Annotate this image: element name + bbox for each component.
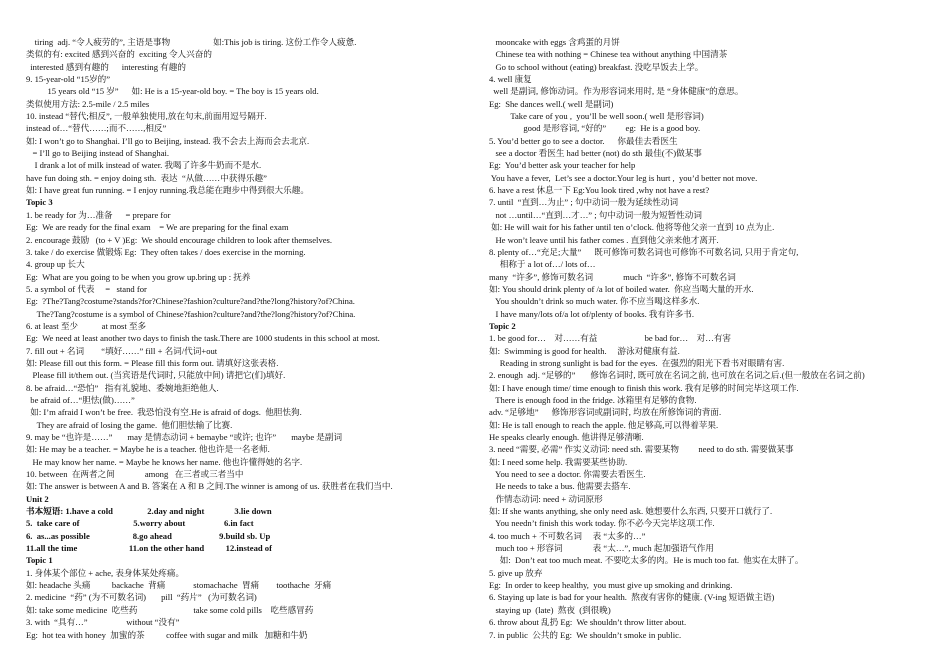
text-line: Eg: In order to keep healthy, you must give up smoking and drinking. (489, 580, 733, 591)
text-line: = I’ll go to Beijing instead of Shanghai. (26, 148, 170, 159)
text-line: 5. You’d better go to see a doctor. 你最佳去看医生 (489, 135, 678, 146)
text-line: 如: He may be a teacher. = Maybe he is a teacher. 他也许是一名老师. (26, 444, 270, 455)
text-line: Eg: We are ready for the final exam = We are preparing for the final exam (26, 222, 289, 233)
text-line: 5. give up 放弃 (489, 567, 543, 578)
text-line: many “许多”, 修饰可数名词 much “许多”, 修饰不可数名词 (489, 271, 736, 282)
text-line: 如: You should drink plenty of /a lot of boiled water. 你应当喝大量的开水. (489, 283, 754, 294)
section-heading: Topic 3 (26, 197, 53, 208)
text-line: 如: I have enough time/ time enough to finish this work. 我有足够的时间完毕这项工作. (489, 382, 799, 393)
text-line: 10. instead “替代;相反”, 一般单独使用,放在句末,前面用逗号隔开. (26, 111, 267, 122)
text-line: 9. 15-year-old “15岁的” (26, 74, 111, 85)
text-line: 7. until “直到…为止” ; 句中动词一般为延续性动词 (489, 197, 679, 208)
text-line: 9. may be “也许是……” may 是情态动词 + bemaybe “或许; 也许” maybe 是副词 (26, 432, 343, 442)
text-line: Eg: She dances well.( well 是副词) (489, 98, 614, 109)
text-line: 如: He will wait for his father until ten o’clock. 他将等他父亲一直到 10 点为止. (489, 222, 775, 233)
text-line: 如: Please fill out this form. = Please fill this form out. 请填好这张表格. (26, 357, 279, 368)
text-line: not …until…“直到…才…” ; 句中动词一般为短暂性动词 (489, 209, 702, 220)
text-line: I drank a lot of milk instead of water. 我喝了许多牛奶而不是水. (26, 160, 262, 171)
text-line: good 是形容词, “好的” eg: He is a good boy. (489, 123, 701, 134)
text-line: 如: If she wants anything, she only need ask. 她想要什么东西, 只要开口就行了. (489, 506, 773, 517)
text-line: Chinese tea with nothing = Chinese tea without anything 中国清茶 (489, 49, 728, 60)
text-line: be afraid of…“胆怯(做)……” (26, 394, 135, 405)
text-line: 1. be ready for 为…准备 = prepare for (26, 209, 171, 220)
text-line: 8. plenty of…“充足;大量” 既可修饰可数名词也可修饰不可数名词, 只用于肯定句, (489, 246, 799, 257)
text-line: 8. be afraid…“恐怕” 指有礼貌地、委婉地拒绝他人. (26, 382, 219, 393)
text-line: Please fill it/them out. (当宾语是代词时, 只能放中间) 请把它(们)填好. (26, 370, 286, 381)
text-line: You have a fever, Let’s see a doctor.Your leg is hurt , you’d better not move. (489, 172, 758, 183)
text-line: 2. encourage 鼓励 (to + V )Eg: We should encourage children to look after themselves. (26, 234, 333, 245)
text-line: 6. Staying up late is bad for your health. 熬夜有害你的健康. (V-ing 短语做主语) (489, 592, 775, 603)
text-line: 4. well 康复 (489, 74, 532, 85)
text-line: 如: take some medicine 吃些药 take some cold pills 吃些感冒药 (26, 604, 314, 615)
section-heading: 11.all the time 11.on the other hand 12.instead of (26, 543, 272, 554)
text-line: 相称于 a lot of…/ lots of… (489, 259, 596, 270)
text-line: He speaks clearly enough. 他讲得足够清晰. (489, 432, 644, 442)
text-line: You need to see a doctor. 你需要去看医生. (489, 469, 646, 480)
text-line: Eg: You’d better ask your teacher for help (489, 160, 636, 171)
text-line: Eg: We need at least another two days to finish the task.There are 1000 students in this school at most. (26, 333, 380, 344)
text-line: They are afraid of losing the game. 他们胆怯输了比赛. (26, 419, 233, 430)
text-line: 如: Swimming is good for health. 游泳对健康有益. (489, 345, 680, 356)
text-line: 6. at least 至少 at most 至多 (26, 320, 147, 331)
text-line: Eg: hot tea with honey 加蜜的茶 coffee with sugar and milk 加糖和牛奶 (26, 629, 308, 640)
text-line: staying up (late) 熬夜 (到很晚) (489, 604, 611, 615)
text-line: You needn’t finish this work today. 你不必今天完毕这项工作. (489, 518, 715, 529)
text-line: 如: I need some help. 我需要某些协助. (489, 456, 628, 467)
text-line: 作情态动词: need + 动词原形 (489, 493, 603, 504)
text-line: mooncake with eggs 含鸡蛋的月饼 (489, 37, 620, 47)
text-line: see a doctor 看医生 had better (not) do sth 最佳(不)做某事 (489, 148, 702, 159)
text-line: 类似的有: excited 感到兴奋的 exciting 令人兴奋的 (26, 49, 212, 60)
text-line: Take care of you , you’ll be well soon.( well 是形容词) (489, 111, 704, 122)
text-line: 6. throw about 乱扔 Eg: We shouldn’t throw litter about. (489, 617, 687, 628)
text-line: 5. a symbol of 代表 = stand for (26, 283, 147, 294)
text-line: The?Tang?costume is a symbol of Chinese?fashion?culture?and?the?long?history?of?China. (26, 308, 356, 319)
left-text-column (26, 36, 466, 641)
text-line: 4. too much + 不可数名词 表 “太多的…” (489, 530, 646, 541)
text-line: He may know her name. = Maybe he knows her name. 他也许懂得她的名字. (26, 456, 303, 467)
text-line: adv. “足够地” 修饰形容词或副词时, 均放在所修饰词的背面. (489, 407, 722, 418)
text-line: He won’t leave until his father comes . 直到他父亲来他才离开. (489, 234, 719, 245)
section-heading: 书本短语: 1.have a cold 2.day and night 3.lie down (26, 506, 272, 517)
section-heading: Topic 2 (489, 320, 516, 331)
text-line: 如: I’m afraid I won’t be free. 我恐怕没有空.He is afraid of dogs. 他胆怯狗. (26, 407, 302, 418)
text-line: well 是副词, 修饰动词。作为形容词来用时, 是 “身体健康”的意思。 (489, 86, 744, 97)
text-line: 如: I have great fun running. = I enjoy running.我总能在跑步中得到很大乐趣。 (26, 185, 309, 196)
text-line: 如: headache 头痛 backache 背痛 stomachache 胃痛 toothache 牙痛 (26, 580, 332, 591)
text-line: 如: Don’t eat too much meat. 不要吃太多的肉。He is much too fat. 他实在太胖了。 (489, 555, 804, 566)
text-line: 3. with “具有…” without “没有” (26, 617, 180, 628)
text-line: 2. enough adj. “足够的” 修饰名词时, 既可放在名词之前, 也可放在名词之后.(但一般放在名词之前) (489, 370, 865, 381)
text-line: much too + 形容词 表 “太…”, much 起加强语气作用 (489, 543, 714, 554)
text-line: 类似使用方法: 2.5-mile / 2.5 miles (26, 98, 150, 109)
section-heading: 5. take care of 5.worry about 6.in fact (26, 518, 254, 529)
text-line: 6. have a rest 休息一下 Eg:You look tired ,why not have a rest? (489, 185, 710, 196)
text-line: Eg: ?The?Tang?costume?stands?for?Chinese?fashion?culture?and?the?long?history?of?China. (26, 296, 355, 307)
text-line: Reading in strong sunlight is bad for the eyes. 在强烈的阳光下看书对眼睛有害. (489, 357, 785, 368)
text-line: 2. medicine “药” (为不可数名词) pill “药片” (为可数名词) (26, 592, 257, 603)
text-line: 如: He is tall enough to reach the apple. 他足够高,可以得着苹果. (489, 419, 719, 430)
text-line: He needs to take a bus. 他需要去搭车. (489, 481, 631, 492)
text-line: tiring adj. “令人疲劳的”, 主语是事物 如:This job is tiring. 这份工作令人疲惫. (26, 37, 357, 47)
text-line: interested 感到有趣的 interesting 有趣的 (26, 61, 186, 72)
text-line: Go to school without (eating) breakfast. 没吃早饭去上学。 (489, 61, 704, 72)
text-line: Eg: What are you going to be when you grow up.bring up : 抚养 (26, 271, 251, 282)
text-line: instead of…“替代……;而不……,相反” (26, 123, 167, 134)
text-line: There is enough food in the fridge. 冰箱里有足够的食物. (489, 394, 697, 405)
text-line: 4. group up 长大 (26, 259, 85, 270)
right-text-column (489, 36, 934, 641)
section-heading: Unit 2 (26, 493, 49, 504)
text-line: 15 years old “15 岁” 如: He is a 15-year-old boy. = The boy is 15 years old. (26, 86, 319, 97)
text-line: 10. between 在两者之间 among 在三者或三者当中 (26, 469, 244, 480)
text-line: 如: The answer is between A and B. 答案在 A 和 B 之间.The winner is among of us. 获胜者在我们当中. (26, 481, 393, 492)
text-line: 7. fill out + 名词 “填好……” fill + 名词/代词+out (26, 345, 218, 356)
text-line: I have many/lots of/a lot of/plenty of books. 我有许多书. (489, 308, 695, 319)
text-line: 1. be good for… 对……有益 be bad for… 对…有害 (489, 333, 732, 344)
section-heading: 6. as...as possible 8.go ahead 9.build sb. Up (26, 530, 271, 541)
text-line: 1. 身体某个部位 + ache, 表身体某处疼痛。 (26, 567, 185, 578)
text-line: 3. take / do exercise 做锻炼 Eg: They often takes / does exercise in the morning. (26, 246, 306, 257)
text-line: have fun doing sth. = enjoy doing sth. 表达 “从做……中获得乐趣” (26, 172, 267, 183)
section-heading: Topic 1 (26, 555, 53, 566)
text-line: 7. in public 公共的 Eg: We shouldn’t smoke in public. (489, 629, 682, 640)
text-line: You shouldn’t drink so much water. 你不应当喝这样多水. (489, 296, 700, 307)
text-line: 如: I won’t go to Shanghai. I’ll go to Beijing, instead. 我不会去上海而会去北京. (26, 135, 310, 146)
text-line: 3. need “需要, 必需” 作实义动词: need sth. 需要某物 need to do sth. 需要做某事 (489, 444, 794, 455)
